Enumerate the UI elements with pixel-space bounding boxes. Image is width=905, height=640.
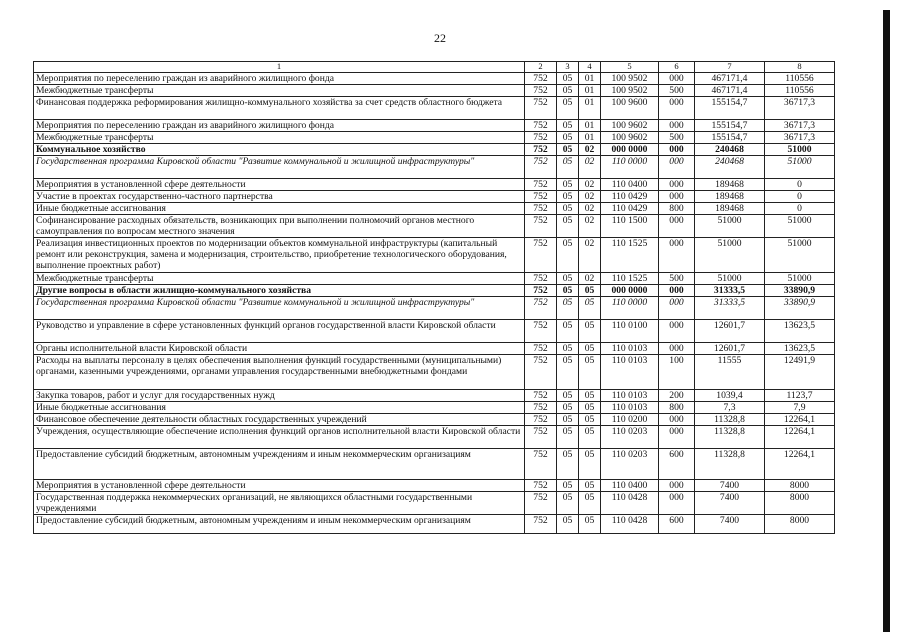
row-article-cell: 110 1500	[601, 215, 659, 238]
row-value-1-cell: 189468	[695, 191, 765, 203]
column-header: 1	[34, 62, 525, 73]
row-article-cell: 110 0103	[601, 402, 659, 414]
row-value-1-cell: 51000	[695, 273, 765, 285]
row-value-2-cell: 13623,5	[765, 343, 835, 355]
row-code-cell: 752	[525, 285, 557, 297]
row-article-cell: 110 0429	[601, 203, 659, 215]
row-value-2-cell: 51000	[765, 238, 835, 273]
row-section-cell: 05	[557, 492, 579, 515]
table-row	[34, 132, 835, 144]
budget-table	[33, 61, 835, 534]
row-type-cell: 000	[659, 97, 695, 120]
row-value-2-cell: 8000	[765, 480, 835, 492]
row-code-cell: 752	[525, 390, 557, 402]
scan-edge-bar	[883, 10, 890, 632]
row-article-cell: 110 0203	[601, 449, 659, 480]
row-code-cell: 752	[525, 343, 557, 355]
row-value-2-cell: 36717,3	[765, 132, 835, 144]
row-subsection-cell: 01	[579, 132, 601, 144]
row-article-cell: 000 0000	[601, 285, 659, 297]
row-section-cell: 05	[557, 120, 579, 132]
row-article-cell: 100 9602	[601, 132, 659, 144]
row-value-2-cell: 33890,9	[765, 297, 835, 320]
row-subsection-cell: 05	[579, 515, 601, 534]
row-type-cell: 000	[659, 480, 695, 492]
row-value-2-cell: 51000	[765, 144, 835, 156]
row-value-2-cell: 0	[765, 191, 835, 203]
row-section-cell: 05	[557, 515, 579, 534]
row-subsection-cell: 01	[579, 97, 601, 120]
row-section-cell: 05	[557, 156, 579, 179]
row-article-cell: 110 0000	[601, 297, 659, 320]
table-row	[34, 355, 835, 390]
row-type-cell: 600	[659, 515, 695, 534]
row-code-cell: 752	[525, 297, 557, 320]
table-row	[34, 144, 835, 156]
row-value-2-cell: 110556	[765, 85, 835, 97]
row-subsection-cell: 05	[579, 414, 601, 426]
row-type-cell: 000	[659, 179, 695, 191]
row-value-1-cell: 7,3	[695, 402, 765, 414]
row-value-2-cell: 51000	[765, 273, 835, 285]
row-section-cell: 05	[557, 426, 579, 449]
table-row	[34, 238, 835, 273]
row-subsection-cell: 02	[579, 144, 601, 156]
row-code-cell: 752	[525, 355, 557, 390]
row-section-cell: 05	[557, 215, 579, 238]
row-type-cell: 500	[659, 132, 695, 144]
row-subsection-cell: 01	[579, 120, 601, 132]
row-value-2-cell: 7,9	[765, 402, 835, 414]
row-name-cell: Мероприятия по переселению граждан из аварийного жилищного фонда	[34, 120, 525, 132]
row-section-cell: 05	[557, 320, 579, 343]
row-article-cell: 100 9602	[601, 120, 659, 132]
row-subsection-cell: 05	[579, 343, 601, 355]
row-code-cell: 752	[525, 320, 557, 343]
row-type-cell: 000	[659, 343, 695, 355]
column-header: 6	[659, 62, 695, 73]
row-name-cell: Государственная программа Кировской области "Развитие коммунальной и жилищной инфраструктуры"	[34, 156, 525, 179]
row-code-cell: 752	[525, 515, 557, 534]
table-row	[34, 179, 835, 191]
row-value-2-cell: 0	[765, 179, 835, 191]
row-name-cell: Финансовое обеспечение деятельности областных государственных учреждений	[34, 414, 525, 426]
row-name-cell: Предоставление субсидий бюджетным, автономным учреждениям и иным некоммерческим организациям	[34, 515, 525, 534]
column-header: 7	[695, 62, 765, 73]
row-value-1-cell: 1039,4	[695, 390, 765, 402]
row-type-cell: 500	[659, 85, 695, 97]
row-value-1-cell: 12601,7	[695, 343, 765, 355]
row-value-1-cell: 11555	[695, 355, 765, 390]
row-type-cell: 000	[659, 120, 695, 132]
row-value-1-cell: 31333,5	[695, 297, 765, 320]
row-name-cell: Иные бюджетные ассигнования	[34, 402, 525, 414]
row-type-cell: 000	[659, 426, 695, 449]
column-header: 8	[765, 62, 835, 73]
row-type-cell: 600	[659, 449, 695, 480]
row-code-cell: 752	[525, 238, 557, 273]
row-section-cell: 05	[557, 355, 579, 390]
row-value-2-cell: 12264,1	[765, 426, 835, 449]
row-subsection-cell: 02	[579, 156, 601, 179]
table-row	[34, 320, 835, 343]
row-article-cell: 100 9502	[601, 85, 659, 97]
row-article-cell: 110 0400	[601, 480, 659, 492]
row-type-cell: 100	[659, 355, 695, 390]
row-name-cell: Финансовая поддержка реформирования жилищно-коммунального хозяйства за счет средств областного бюджета	[34, 97, 525, 120]
row-article-cell: 110 0200	[601, 414, 659, 426]
row-code-cell: 752	[525, 179, 557, 191]
row-subsection-cell: 05	[579, 426, 601, 449]
row-section-cell: 05	[557, 97, 579, 120]
row-code-cell: 752	[525, 480, 557, 492]
row-value-1-cell: 155154,7	[695, 97, 765, 120]
row-value-1-cell: 51000	[695, 238, 765, 273]
row-value-2-cell: 110556	[765, 73, 835, 85]
row-code-cell: 752	[525, 449, 557, 480]
column-header: 2	[525, 62, 557, 73]
row-code-cell: 752	[525, 144, 557, 156]
table-row	[34, 203, 835, 215]
row-value-1-cell: 12601,7	[695, 320, 765, 343]
row-section-cell: 05	[557, 343, 579, 355]
row-name-cell: Коммунальное хозяйство	[34, 144, 525, 156]
row-value-1-cell: 51000	[695, 215, 765, 238]
table-row	[34, 285, 835, 297]
page-number: 22	[434, 31, 446, 45]
row-type-cell: 000	[659, 492, 695, 515]
row-type-cell: 800	[659, 402, 695, 414]
row-value-2-cell: 51000	[765, 215, 835, 238]
table-row	[34, 390, 835, 402]
row-value-1-cell: 11328,8	[695, 449, 765, 480]
row-section-cell: 05	[557, 73, 579, 85]
row-code-cell: 752	[525, 203, 557, 215]
row-section-cell: 05	[557, 449, 579, 480]
table-row	[34, 402, 835, 414]
row-subsection-cell: 05	[579, 297, 601, 320]
row-type-cell: 000	[659, 320, 695, 343]
row-name-cell: Расходы на выплаты персоналу в целях обеспечения выполнения функций государственными (муниципальными) органами, казенными учреждениями, органами управления государственными внебюджетными фондами	[34, 355, 525, 390]
row-value-2-cell: 0	[765, 203, 835, 215]
row-subsection-cell: 05	[579, 492, 601, 515]
row-name-cell: Органы исполнительной власти Кировской области	[34, 343, 525, 355]
row-code-cell: 752	[525, 97, 557, 120]
row-name-cell: Реализация инвестиционных проектов по модернизации объектов коммунальной инфраструктуры (капитальный ремонт или реконструкция, замена и модернизация, строительство, приобретение технологического оборудования, выполнение проектных работ)	[34, 238, 525, 273]
row-name-cell: Межбюджетные трансферты	[34, 132, 525, 144]
row-value-2-cell: 12264,1	[765, 449, 835, 480]
row-type-cell: 000	[659, 414, 695, 426]
row-value-1-cell: 31333,5	[695, 285, 765, 297]
row-section-cell: 05	[557, 144, 579, 156]
row-section-cell: 05	[557, 203, 579, 215]
row-type-cell: 800	[659, 203, 695, 215]
row-value-2-cell: 12264,1	[765, 414, 835, 426]
row-article-cell: 100 9600	[601, 97, 659, 120]
row-value-1-cell: 467171,4	[695, 85, 765, 97]
table-row	[34, 515, 835, 534]
row-code-cell: 752	[525, 191, 557, 203]
row-subsection-cell: 02	[579, 215, 601, 238]
row-section-cell: 05	[557, 238, 579, 273]
row-code-cell: 752	[525, 215, 557, 238]
row-article-cell: 110 0103	[601, 343, 659, 355]
row-code-cell: 752	[525, 426, 557, 449]
row-section-cell: 05	[557, 414, 579, 426]
row-name-cell: Иные бюджетные ассигнования	[34, 203, 525, 215]
row-value-1-cell: 155154,7	[695, 132, 765, 144]
row-value-2-cell: 51000	[765, 156, 835, 179]
row-value-1-cell: 189468	[695, 179, 765, 191]
row-type-cell: 000	[659, 156, 695, 179]
row-value-1-cell: 155154,7	[695, 120, 765, 132]
row-subsection-cell: 05	[579, 390, 601, 402]
row-subsection-cell: 02	[579, 238, 601, 273]
row-article-cell: 110 0400	[601, 179, 659, 191]
table-row	[34, 120, 835, 132]
row-article-cell: 110 0428	[601, 515, 659, 534]
row-article-cell: 100 9502	[601, 73, 659, 85]
row-subsection-cell: 01	[579, 85, 601, 97]
row-name-cell: Государственная программа Кировской области "Развитие коммунальной и жилищной инфраструктуры"	[34, 297, 525, 320]
row-name-cell: Предоставление субсидий бюджетным, автономным учреждениям и иным некоммерческим организациям	[34, 449, 525, 480]
row-section-cell: 05	[557, 480, 579, 492]
table-row	[34, 297, 835, 320]
row-value-1-cell: 11328,8	[695, 426, 765, 449]
row-section-cell: 05	[557, 402, 579, 414]
row-name-cell: Мероприятия в установленной сфере деятельности	[34, 179, 525, 191]
row-subsection-cell: 02	[579, 191, 601, 203]
row-code-cell: 752	[525, 73, 557, 85]
row-value-1-cell: 11328,8	[695, 414, 765, 426]
row-name-cell: Межбюджетные трансферты	[34, 273, 525, 285]
row-subsection-cell: 02	[579, 179, 601, 191]
row-type-cell: 000	[659, 238, 695, 273]
row-name-cell: Софинансирование расходных обязательств, возникающих при выполнении полномочий органов местного самоуправления по вопросам местного значения	[34, 215, 525, 238]
table-row	[34, 492, 835, 515]
row-subsection-cell: 05	[579, 449, 601, 480]
row-code-cell: 752	[525, 492, 557, 515]
row-code-cell: 752	[525, 132, 557, 144]
table-row	[34, 97, 835, 120]
row-type-cell: 500	[659, 273, 695, 285]
row-value-2-cell: 12491,9	[765, 355, 835, 390]
row-code-cell: 752	[525, 120, 557, 132]
row-type-cell: 000	[659, 285, 695, 297]
row-article-cell: 110 0429	[601, 191, 659, 203]
row-section-cell: 05	[557, 273, 579, 285]
row-code-cell: 752	[525, 402, 557, 414]
row-subsection-cell: 05	[579, 480, 601, 492]
row-name-cell: Другие вопросы в области жилищно-коммунального хозяйства	[34, 285, 525, 297]
row-name-cell: Межбюджетные трансферты	[34, 85, 525, 97]
table-row	[34, 191, 835, 203]
table-row	[34, 426, 835, 449]
row-subsection-cell: 01	[579, 73, 601, 85]
row-value-1-cell: 7400	[695, 492, 765, 515]
row-article-cell: 110 1525	[601, 273, 659, 285]
row-article-cell: 110 0428	[601, 492, 659, 515]
column-header: 4	[579, 62, 601, 73]
row-value-1-cell: 240468	[695, 156, 765, 179]
row-subsection-cell: 02	[579, 203, 601, 215]
table-row	[34, 449, 835, 480]
row-section-cell: 05	[557, 285, 579, 297]
row-section-cell: 05	[557, 179, 579, 191]
row-value-2-cell: 8000	[765, 515, 835, 534]
table-row	[34, 273, 835, 285]
row-value-1-cell: 7400	[695, 480, 765, 492]
column-header: 5	[601, 62, 659, 73]
row-article-cell: 110 0103	[601, 390, 659, 402]
row-article-cell: 110 0103	[601, 355, 659, 390]
row-type-cell: 000	[659, 191, 695, 203]
table-row	[34, 343, 835, 355]
row-subsection-cell: 05	[579, 320, 601, 343]
row-article-cell: 110 0000	[601, 156, 659, 179]
row-name-cell: Мероприятия по переселению граждан из аварийного жилищного фонда	[34, 73, 525, 85]
row-article-cell: 110 0203	[601, 426, 659, 449]
row-value-1-cell: 467171,4	[695, 73, 765, 85]
row-type-cell: 000	[659, 73, 695, 85]
table-header-row	[34, 62, 835, 73]
row-article-cell: 000 0000	[601, 144, 659, 156]
row-code-cell: 752	[525, 273, 557, 285]
row-article-cell: 110 0100	[601, 320, 659, 343]
table-row	[34, 480, 835, 492]
row-value-2-cell: 1123,7	[765, 390, 835, 402]
row-name-cell: Закупка товаров, работ и услуг для государственных нужд	[34, 390, 525, 402]
row-name-cell: Мероприятия в установленной сфере деятельности	[34, 480, 525, 492]
row-section-cell: 05	[557, 191, 579, 203]
row-type-cell: 000	[659, 297, 695, 320]
row-value-2-cell: 36717,3	[765, 97, 835, 120]
row-name-cell: Учреждения, осуществляющие обеспечение исполнения функций органов исполнительной власти Кировской области	[34, 426, 525, 449]
row-type-cell: 000	[659, 144, 695, 156]
row-value-2-cell: 13623,5	[765, 320, 835, 343]
row-subsection-cell: 02	[579, 273, 601, 285]
row-name-cell: Участие в проектах государственно-частного партнерства	[34, 191, 525, 203]
row-value-2-cell: 33890,9	[765, 285, 835, 297]
table-row	[34, 414, 835, 426]
table-row	[34, 73, 835, 85]
row-subsection-cell: 05	[579, 355, 601, 390]
row-value-1-cell: 189468	[695, 203, 765, 215]
table-row	[34, 156, 835, 179]
row-name-cell: Государственная поддержка некоммерческих организаций, не являющихся областными государственными учреждениями	[34, 492, 525, 515]
row-section-cell: 05	[557, 132, 579, 144]
table-row	[34, 215, 835, 238]
row-type-cell: 000	[659, 215, 695, 238]
row-article-cell: 110 1525	[601, 238, 659, 273]
row-code-cell: 752	[525, 414, 557, 426]
row-value-2-cell: 36717,3	[765, 120, 835, 132]
row-value-2-cell: 8000	[765, 492, 835, 515]
row-name-cell: Руководство и управление в сфере установленных функций органов государственной власти Кировской области	[34, 320, 525, 343]
row-section-cell: 05	[557, 85, 579, 97]
row-type-cell: 200	[659, 390, 695, 402]
row-subsection-cell: 05	[579, 285, 601, 297]
row-section-cell: 05	[557, 390, 579, 402]
row-section-cell: 05	[557, 297, 579, 320]
table-row	[34, 85, 835, 97]
row-code-cell: 752	[525, 85, 557, 97]
row-value-1-cell: 240468	[695, 144, 765, 156]
row-subsection-cell: 05	[579, 402, 601, 414]
column-header: 3	[557, 62, 579, 73]
row-code-cell: 752	[525, 156, 557, 179]
row-value-1-cell: 7400	[695, 515, 765, 534]
